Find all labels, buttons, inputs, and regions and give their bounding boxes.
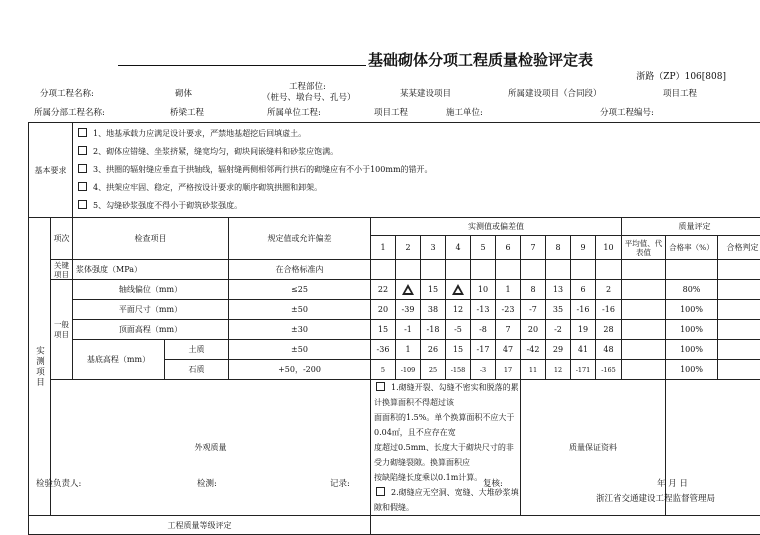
pass-rate: 100% <box>666 300 718 320</box>
row-name: 轴线偏位（mm） <box>73 280 229 300</box>
cell: -5 <box>446 320 471 340</box>
row-spec: ±50 <box>229 340 371 360</box>
cell: -171 <box>571 360 596 380</box>
row-name: 平面尺寸（mm） <box>73 300 229 320</box>
cell: 22 <box>371 280 396 300</box>
date-label: 年 月 日 <box>657 477 688 489</box>
warning-triangle-icon <box>402 284 414 295</box>
checkbox[interactable] <box>376 382 385 391</box>
cell: 15 <box>421 280 446 300</box>
cell <box>446 280 471 300</box>
inspector-label: 检验负责人: <box>36 477 81 489</box>
cell: 7 <box>496 320 521 340</box>
appearance-label: 外观质量 <box>51 380 371 516</box>
cell: -23 <box>496 300 521 320</box>
cell: 35 <box>546 300 571 320</box>
cell: 6 <box>571 280 596 300</box>
col-header: 4 <box>446 236 471 260</box>
cell: 26 <box>421 340 446 360</box>
item-no-header: 项次 <box>51 218 73 260</box>
cell: -16 <box>571 300 596 320</box>
cell: 1 <box>496 280 521 300</box>
unit-label: 所属单位工程: <box>267 106 321 118</box>
cell: -2 <box>546 320 571 340</box>
table-row <box>29 340 760 360</box>
col-header: 2 <box>396 236 421 260</box>
requirement-item: 5、勾缝砂浆强度不得小于砌筑砂浆强度。 <box>76 197 760 215</box>
page-title: 基础砌体分项工程质量检验评定表 <box>368 49 593 70</box>
title-underline <box>118 65 366 66</box>
requirement-item: 1、地基承载力应满足设计要求，严禁地基超挖后回填虚土。 <box>76 125 760 143</box>
site-value: 某某建设项目 <box>400 87 451 99</box>
issuer: 浙江省交通建设工程监督管理局 <box>596 492 715 504</box>
cell: 19 <box>571 320 596 340</box>
cell: 2 <box>596 280 622 300</box>
check-item-header: 检查项目 <box>73 218 229 260</box>
quality-eval-header: 质量评定 <box>622 218 760 236</box>
cell: 5 <box>371 360 396 380</box>
spec-header: 规定值或允许偏差 <box>229 218 371 260</box>
avg-header: 平均值、代表值 <box>622 236 666 260</box>
cell: -109 <box>396 360 421 380</box>
requirement-item: 3、拱圈的辐射缝应垂直于拱轴线，辐射缝两侧相邻两行拱石的砌缝应有不小于100mm的错开。 <box>76 161 760 179</box>
cell: 29 <box>546 340 571 360</box>
contract-label: 所属建设项目（合同段） <box>508 87 602 99</box>
cell: 47 <box>496 340 521 360</box>
evaluation-table <box>28 122 760 535</box>
cell: -13 <box>471 300 496 320</box>
sub-project-value: 砌体 <box>175 87 192 99</box>
cell <box>396 280 421 300</box>
checkbox[interactable] <box>78 200 87 209</box>
quality-docs-label: 质量保证资料 <box>521 380 666 516</box>
row-spec: ±50 <box>229 300 371 320</box>
col-header: 7 <box>521 236 546 260</box>
cell: -39 <box>396 300 421 320</box>
cell: 13 <box>546 280 571 300</box>
pass-judge-header: 合格判定 <box>718 236 760 260</box>
checkbox[interactable] <box>376 487 385 496</box>
cell: -36 <box>371 340 396 360</box>
cell: 15 <box>371 320 396 340</box>
pass-rate: 100% <box>666 360 718 380</box>
basic-requirements <box>73 123 760 218</box>
row-name: 土质 <box>165 340 229 360</box>
pass-rate: 80% <box>666 280 718 300</box>
requirement-item: 4、拱架应牢固、稳定，严格按设计要求的顺序砌筑拱圈和卸架。 <box>76 179 760 197</box>
checkbox[interactable] <box>78 182 87 191</box>
row-spec: +50，-200 <box>229 360 371 380</box>
col-header: 8 <box>546 236 571 260</box>
table-row <box>29 280 760 300</box>
measured-section-label: 实测项目 <box>29 218 51 516</box>
cell: 12 <box>446 300 471 320</box>
pass-rate-header: 合格率（%） <box>666 236 718 260</box>
basic-requirements-label: 基本要求 <box>29 123 73 218</box>
cell: 17 <box>496 360 521 380</box>
cell: 10 <box>471 280 496 300</box>
cell: -18 <box>421 320 446 340</box>
row-spec: ≤25 <box>229 280 371 300</box>
checkbox[interactable] <box>78 164 87 173</box>
table-row <box>29 320 760 340</box>
pass-rate: 100% <box>666 320 718 340</box>
cell: 1 <box>396 340 421 360</box>
general-item-label: 一般项目 <box>51 280 73 380</box>
grade-label: 工程质量等级评定 <box>29 516 371 535</box>
cell: 25 <box>421 360 446 380</box>
site-label: 工程部位: <box>289 80 326 92</box>
pass-rate: 100% <box>666 340 718 360</box>
requirement-item: 2、砌体应错缝、坐浆挤紧，缝宽均匀，砌块间嵌缝料和砂浆应饱满。 <box>76 143 760 161</box>
col-header: 5 <box>471 236 496 260</box>
code-label: 分项工程编号: <box>600 106 654 118</box>
check-label: 检测: <box>197 477 217 489</box>
cell: -3 <box>471 360 496 380</box>
key-item-label: 关键项目 <box>51 260 73 280</box>
row-name: 顶面高程（mm） <box>73 320 229 340</box>
cell: -165 <box>596 360 622 380</box>
review-label: 复核: <box>483 477 503 489</box>
key-item-name: 浆体强度（MPa） <box>73 260 229 280</box>
parent-label: 所属分部工程名称: <box>34 106 105 118</box>
row-name: 石质 <box>165 360 229 380</box>
cell: 20 <box>521 320 546 340</box>
appearance-criteria: 1.砌缝开裂、勾缝不密实和脱落的累计换算面积不得超过该 面面积的1.5%。单个换算面积不应大于0.04㎡，且不应存在宽 度超过0.5mm、长度大于砌块尺寸的非受力砌缝裂隙。换算面积应 按缺陷缝长度乘以0.1m计算。 2.砌缝应无空洞、宽缝、大堆砂浆填隙和假缝。 <box>371 380 521 516</box>
col-header: 6 <box>496 236 521 260</box>
record-label: 记录: <box>330 477 350 489</box>
builder-label: 施工单位: <box>446 106 483 118</box>
cell: 11 <box>521 360 546 380</box>
parent-value: 桥梁工程 <box>170 106 204 118</box>
unit-value: 项目工程 <box>374 106 408 118</box>
checkbox[interactable] <box>78 128 87 137</box>
cell: 38 <box>421 300 446 320</box>
cell: -8 <box>471 320 496 340</box>
sub-project-label: 分项工程名称: <box>40 87 94 99</box>
site-note: （桩号、墩台号、孔号） <box>262 91 356 103</box>
cell: 28 <box>596 320 622 340</box>
row-spec: ±30 <box>229 320 371 340</box>
cell: 20 <box>371 300 396 320</box>
form-code: 浙路（ZP）106[808] <box>636 69 726 82</box>
cell: 48 <box>596 340 622 360</box>
cell: 41 <box>571 340 596 360</box>
col-header: 10 <box>596 236 622 260</box>
cell: -17 <box>471 340 496 360</box>
col-header: 1 <box>371 236 396 260</box>
measured-header: 实测值或偏差值 <box>371 218 622 236</box>
cell: -7 <box>521 300 546 320</box>
cell: -16 <box>596 300 622 320</box>
col-header: 3 <box>421 236 446 260</box>
cell: -1 <box>396 320 421 340</box>
table-row <box>29 300 760 320</box>
cell: 12 <box>546 360 571 380</box>
checkbox[interactable] <box>78 146 87 155</box>
base-elevation-label: 基底高程（mm） <box>73 340 165 380</box>
contract-value: 项目工程 <box>663 87 697 99</box>
cell: 15 <box>446 340 471 360</box>
col-header: 9 <box>571 236 596 260</box>
cell: 8 <box>521 280 546 300</box>
warning-triangle-icon <box>452 284 464 295</box>
cell: -158 <box>446 360 471 380</box>
key-item-spec: 在合格标准内 <box>229 260 371 280</box>
cell: -42 <box>521 340 546 360</box>
